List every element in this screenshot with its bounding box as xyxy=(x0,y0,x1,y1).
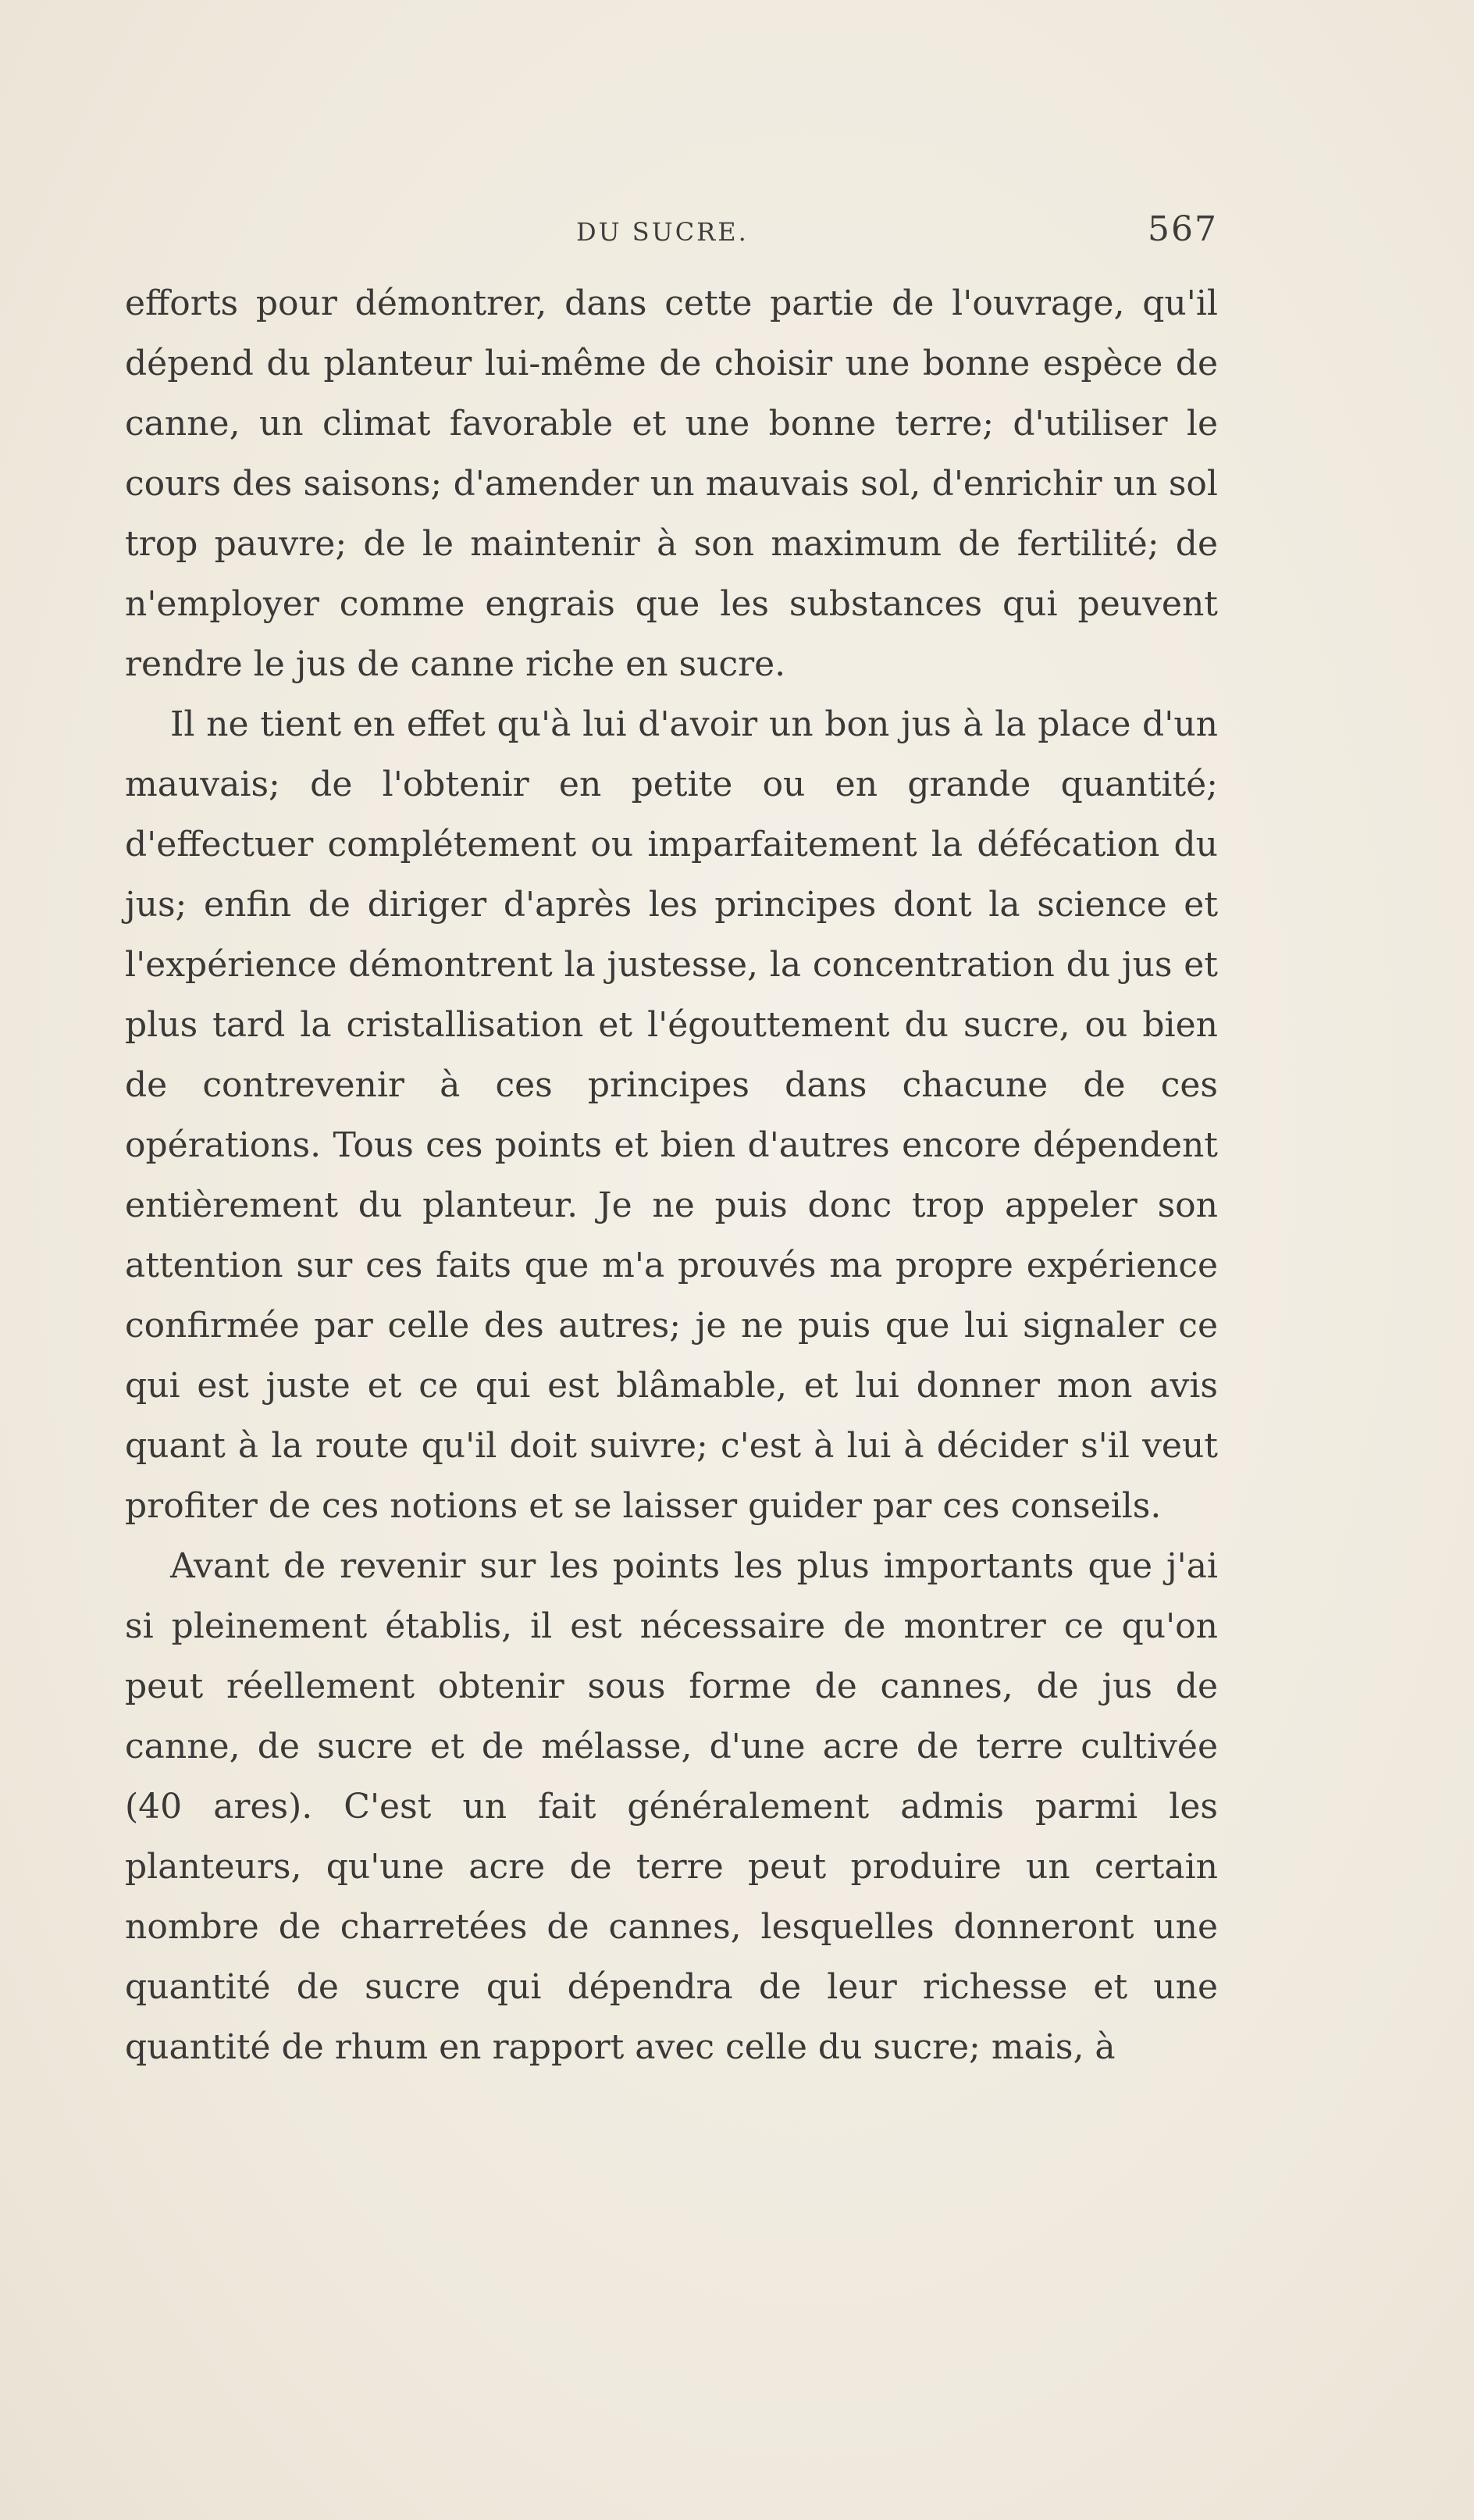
paragraph: Avant de revenir sur les points les plus importants que j'ai si pleinement établis, il est nécessaire de montrer ce qu'on peut réellement obtenir sous forme de cannes, de jus de canne, de sucre et de mélasse, d'une acre de terre cultivée (40 ares). C'est un fait généralement admis parmi les planteurs, qu'une acre de terre peut produire un certain nombre de charretées de cannes, lesquelles donneront une quantité de sucre qui dépendra de leur richesse et une quantité de rhum en rapport avec celle du sucre; mais, à xyxy=(125,1546,1218,2067)
body-text xyxy=(125,273,1218,2077)
page-number: 567 xyxy=(1148,209,1218,249)
running-head: DU SUCRE. xyxy=(576,217,749,247)
paragraph: Il ne tient en effet qu'à lui d'avoir un bon jus à la place d'un mauvais; de l'obtenir en petite ou en grande quantité; d'effectuer complétement ou imparfaitement la défécation du jus; enfin de diriger d'après les principes dont la science et l'expérience démontrent la justesse, la concentration du jus et plus tard la cristallisation et l'égouttement du sucre, ou bien de contrevenir à ces principes dans chacune de ces opérations. Tous ces points et bien d'autres encore dépendent entièrement du planteur. Je ne puis donc trop appeler son attention sur ces faits que m'a prouvés ma propre expérience confirmée par celle des autres; je ne puis que lui signaler ce qui est juste et ce qui est blâmable, et lui donner mon avis quant à la route qu'il doit suivre; c'est à lui à décider s'il veut profiter de ces notions et se laisser guider par ces conseils. xyxy=(125,704,1218,1526)
page-header xyxy=(125,209,1218,256)
paragraph: efforts pour démontrer, dans cette partie de l'ouvrage, qu'il dépend du planteur lui-même de choisir une bonne espèce de canne, un climat favorable et une bonne terre; d'utiliser le cours des saisons; d'amender un mauvais sol, d'enrichir un sol trop pauvre; de le maintenir à son maximum de fertilité; de n'employer comme engrais que les substances qui peuvent rendre le jus de canne riche en sucre. xyxy=(125,283,1218,684)
